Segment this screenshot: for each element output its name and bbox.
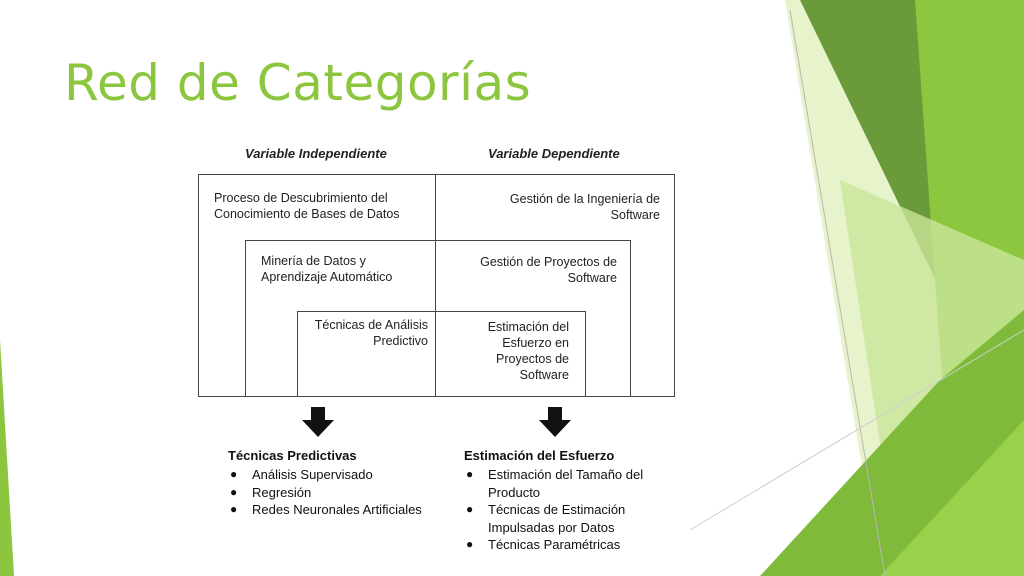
list-item: ● Técnicas de Estimación Impulsadas por Datos (466, 502, 626, 535)
dependent-variable-header: Variable Dependiente (488, 146, 620, 161)
effort-estimation-title: Estimación del Esfuerzo (464, 448, 615, 463)
predictive-techniques-title: Técnicas Predictivas (228, 448, 357, 463)
deco-left-edge-shape (0, 340, 14, 576)
bullet-icon: ● (466, 537, 474, 551)
down-arrow-icon (302, 407, 334, 437)
list-item: ● Técnicas Paramétricas (466, 537, 621, 552)
list-item: ● Estimación del Tamaño del Producto (466, 467, 644, 500)
bullet-icon: ● (230, 467, 238, 481)
middle-right-label: Gestión de Proyectos de Software (480, 255, 617, 285)
slide-title: Red de Categorías (64, 54, 532, 112)
list-item: ● Redes Neuronales Artificiales (230, 502, 422, 517)
list-item: ● Regresión (230, 484, 312, 500)
bullet-icon: ● (466, 467, 474, 481)
middle-left-label: Minería de Datos y Aprendizaje Automático (261, 254, 393, 284)
outer-left-label: Proceso de Descubrimiento del Conocimiento de Bases de Datos (214, 191, 400, 221)
outer-right-label: Gestión de la Ingeniería de Software (509, 192, 660, 222)
effort-estimation-section (464, 448, 659, 554)
down-arrow-icon (539, 407, 571, 437)
bullet-icon: ● (230, 502, 238, 516)
list-item: ● Análisis Supervisado (230, 467, 373, 482)
inner-left-label: Técnicas de Análisis Predictivo (314, 318, 428, 348)
bullet-icon: ● (466, 502, 474, 516)
independent-variable-header: Variable Independiente (245, 146, 387, 161)
inner-right-label: Estimación del Esfuerzo en Proyectos de Software (487, 320, 569, 382)
predictive-techniques-section (228, 448, 443, 519)
variable-divider-line (435, 174, 436, 397)
bullet-icon: ● (230, 484, 238, 499)
